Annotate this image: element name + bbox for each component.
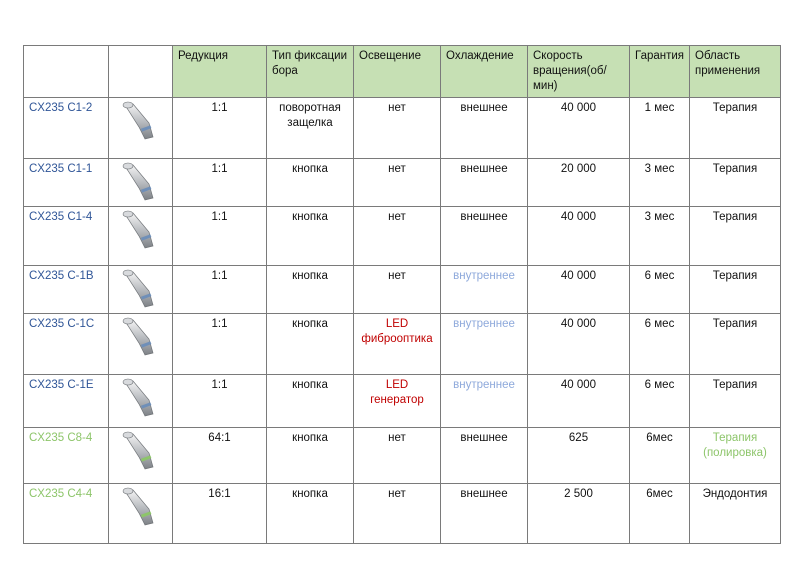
fixation-cell: кнопка (267, 266, 354, 314)
light-cell: нет (354, 428, 441, 484)
table-row (24, 159, 781, 207)
usage-cell: Эндодонтия (690, 484, 781, 544)
handpiece-contra-angle-icon (119, 101, 163, 141)
warranty-cell: 3 мес (630, 207, 690, 266)
header-warranty: Гарантия (630, 46, 690, 98)
header-speed: Скорость вращения(об/мин) (528, 46, 630, 98)
speed-cell: 40 000 (528, 98, 630, 159)
light-cell: нет (354, 266, 441, 314)
handpiece-image (109, 375, 173, 428)
product-spec-table (23, 45, 781, 544)
warranty-cell: 6мес (630, 484, 690, 544)
model-name: CX235 C8-4 (24, 428, 109, 484)
reduction-cell: 1:1 (173, 98, 267, 159)
table-row (24, 375, 781, 428)
fixation-cell: кнопка (267, 314, 354, 375)
cooling-cell: внутреннее (441, 314, 528, 375)
cooling-cell: внешнее (441, 159, 528, 207)
handpiece-image (109, 266, 173, 314)
cooling-cell: внешнее (441, 207, 528, 266)
handpiece-contra-angle-icon (119, 431, 163, 471)
handpiece-contra-angle-icon (119, 378, 163, 418)
header-fixation: Тип фиксации бора (267, 46, 354, 98)
warranty-cell: 6 мес (630, 314, 690, 375)
light-cell: нет (354, 207, 441, 266)
model-name: CX235 C-1B (24, 266, 109, 314)
reduction-cell: 1:1 (173, 266, 267, 314)
fixation-cell: кнопка (267, 159, 354, 207)
model-name: CX235 C4-4 (24, 484, 109, 544)
usage-cell: Терапия (690, 314, 781, 375)
light-cell: LED генератор (354, 375, 441, 428)
usage-cell: Терапия (690, 375, 781, 428)
warranty-cell: 1 мес (630, 98, 690, 159)
table-row (24, 266, 781, 314)
speed-cell: 625 (528, 428, 630, 484)
usage-cell: Терапия (690, 98, 781, 159)
header-image (109, 46, 173, 98)
usage-cell: Терапия (690, 266, 781, 314)
handpiece-image (109, 484, 173, 544)
model-name: CX235 C-1E (24, 375, 109, 428)
usage-cell: Терапия (690, 159, 781, 207)
table-row (24, 314, 781, 375)
fixation-cell: поворотная защелка (267, 98, 354, 159)
table-row (24, 98, 781, 159)
cooling-cell: внешнее (441, 98, 528, 159)
header-light: Освещение (354, 46, 441, 98)
reduction-cell: 1:1 (173, 159, 267, 207)
light-cell: нет (354, 484, 441, 544)
table-row (24, 484, 781, 544)
reduction-cell: 1:1 (173, 314, 267, 375)
reduction-cell: 16:1 (173, 484, 267, 544)
speed-cell: 20 000 (528, 159, 630, 207)
speed-cell: 40 000 (528, 266, 630, 314)
handpiece-image (109, 314, 173, 375)
handpiece-contra-angle-icon (119, 210, 163, 250)
speed-cell: 2 500 (528, 484, 630, 544)
handpiece-image (109, 428, 173, 484)
light-cell: нет (354, 159, 441, 207)
header-model (24, 46, 109, 98)
table-row (24, 428, 781, 484)
cooling-cell: внешнее (441, 484, 528, 544)
table-row (24, 207, 781, 266)
handpiece-image (109, 98, 173, 159)
speed-cell: 40 000 (528, 375, 630, 428)
cooling-cell: внутреннее (441, 266, 528, 314)
reduction-cell: 64:1 (173, 428, 267, 484)
handpiece-image (109, 159, 173, 207)
fixation-cell: кнопка (267, 484, 354, 544)
speed-cell: 40 000 (528, 207, 630, 266)
fixation-cell: кнопка (267, 375, 354, 428)
warranty-cell: 3 мес (630, 159, 690, 207)
usage-cell: Терапия (полировка) (690, 428, 781, 484)
cooling-cell: внешнее (441, 428, 528, 484)
handpiece-contra-angle-icon (119, 317, 163, 357)
handpiece-contra-angle-icon (119, 269, 163, 309)
reduction-cell: 1:1 (173, 207, 267, 266)
header-cooling: Охлаждение (441, 46, 528, 98)
warranty-cell: 6 мес (630, 375, 690, 428)
warranty-cell: 6мес (630, 428, 690, 484)
header-row (24, 46, 781, 98)
light-cell: LED фиброоптика (354, 314, 441, 375)
handpiece-contra-angle-icon (119, 487, 163, 527)
usage-cell: Терапия (690, 207, 781, 266)
model-name: CX235 C1-4 (24, 207, 109, 266)
model-name: CX235 C1-1 (24, 159, 109, 207)
model-name: CX235 C-1C (24, 314, 109, 375)
fixation-cell: кнопка (267, 207, 354, 266)
model-name: CX235 C1-2 (24, 98, 109, 159)
handpiece-image (109, 207, 173, 266)
cooling-cell: внутреннее (441, 375, 528, 428)
header-usage: Область применения (690, 46, 781, 98)
light-cell: нет (354, 98, 441, 159)
header-reduction: Редукция (173, 46, 267, 98)
fixation-cell: кнопка (267, 428, 354, 484)
warranty-cell: 6 мес (630, 266, 690, 314)
speed-cell: 40 000 (528, 314, 630, 375)
handpiece-contra-angle-icon (119, 162, 163, 202)
reduction-cell: 1:1 (173, 375, 267, 428)
